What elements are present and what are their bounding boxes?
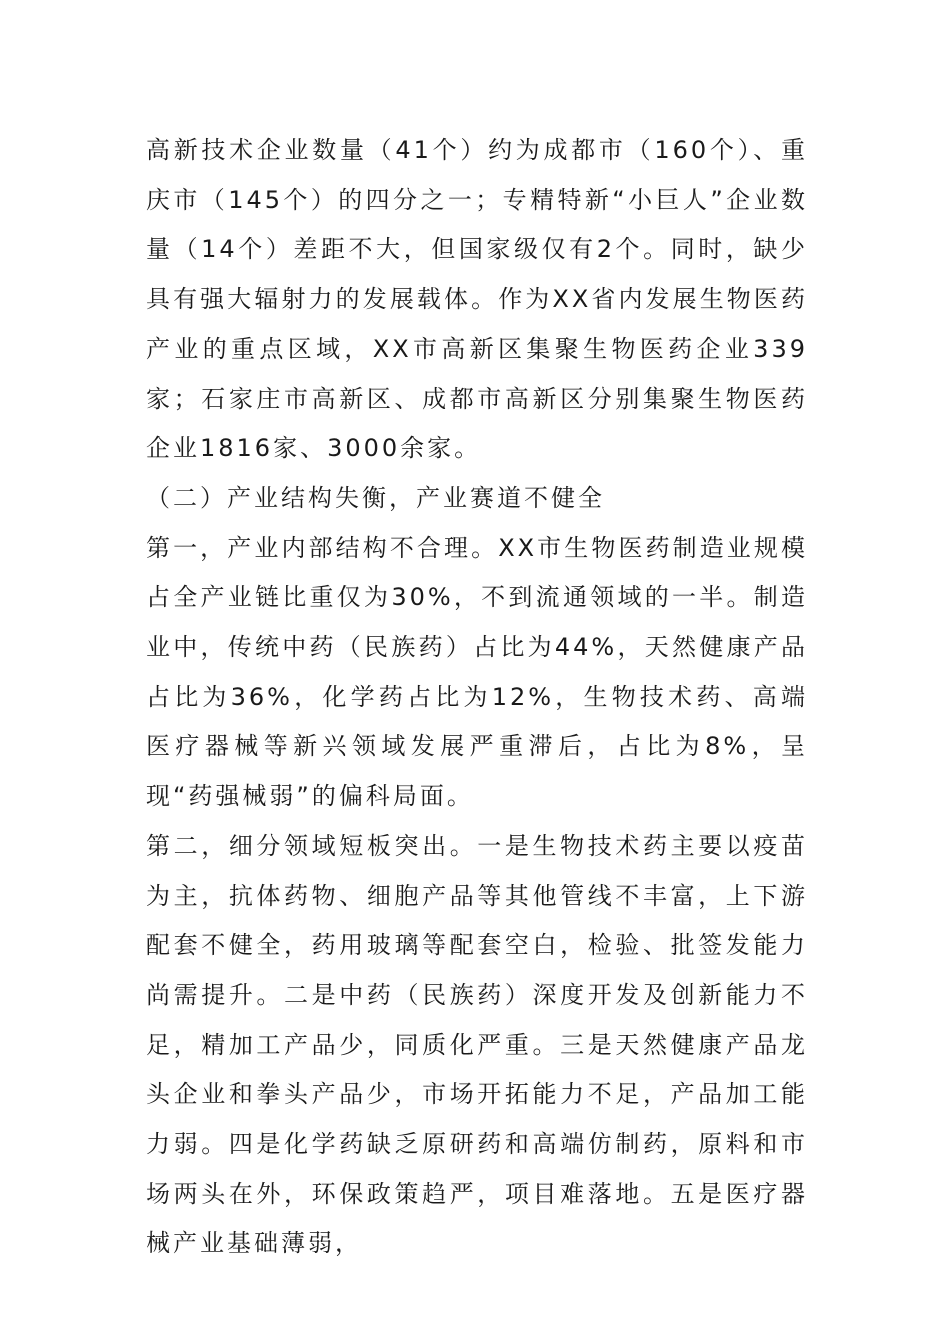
section-heading-industry-structure: （二）产业结构失衡，产业赛道不健全 — [146, 483, 605, 512]
paragraph-enterprise-count: 高新技术企业数量（41个）约为成都市（160个）、重庆市（145个）的四分之一；专精特新“小巨人”企业数量（14个）差距不大，但国家级仅有2个。同时，缺少具有强大辐射力的发展载体。作为XX省内发展生物医药产业的重点区域，XX市高新区集聚生物医药企业339家；石家庄市高新区、成都市高新区分别集聚生物医药企业1816家、3000余家。 — [146, 136, 808, 463]
paragraph-second-shortboards: 第二，细分领域短板突出。一是生物技术药主要以疫苗为主，抗体药物、细胞产品等其他管线不丰富，上下游配套不健全，药用玻璃等配套空白，检验、批签发能力尚需提升。二是中药（民族药）深度开发及创新能力不足，精加工产品少，同质化严重。三是天然健康产品龙头企业和拳头产品少，市场开拓能力不足，产品加工能力弱。四是化学药缺乏原研药和高端仿制药，原料和市场两头在外，环保政策趋严，项目难落地。五是医疗器械产业基础薄弱， — [146, 831, 808, 1258]
document-body — [146, 126, 808, 1269]
paragraph-first-internal-structure: 第一，产业内部结构不合理。XX市生物医药制造业规模占全产业链比重仅为30%，不到流通领域的一半。制造业中，传统中药（民族药）占比为44%，天然健康产品占比为36%，化学药占比为12%，生物技术药、高端医疗器械等新兴领域发展严重滞后，占比为8%，呈现“药强械弱”的偏科局面。 — [146, 533, 808, 811]
